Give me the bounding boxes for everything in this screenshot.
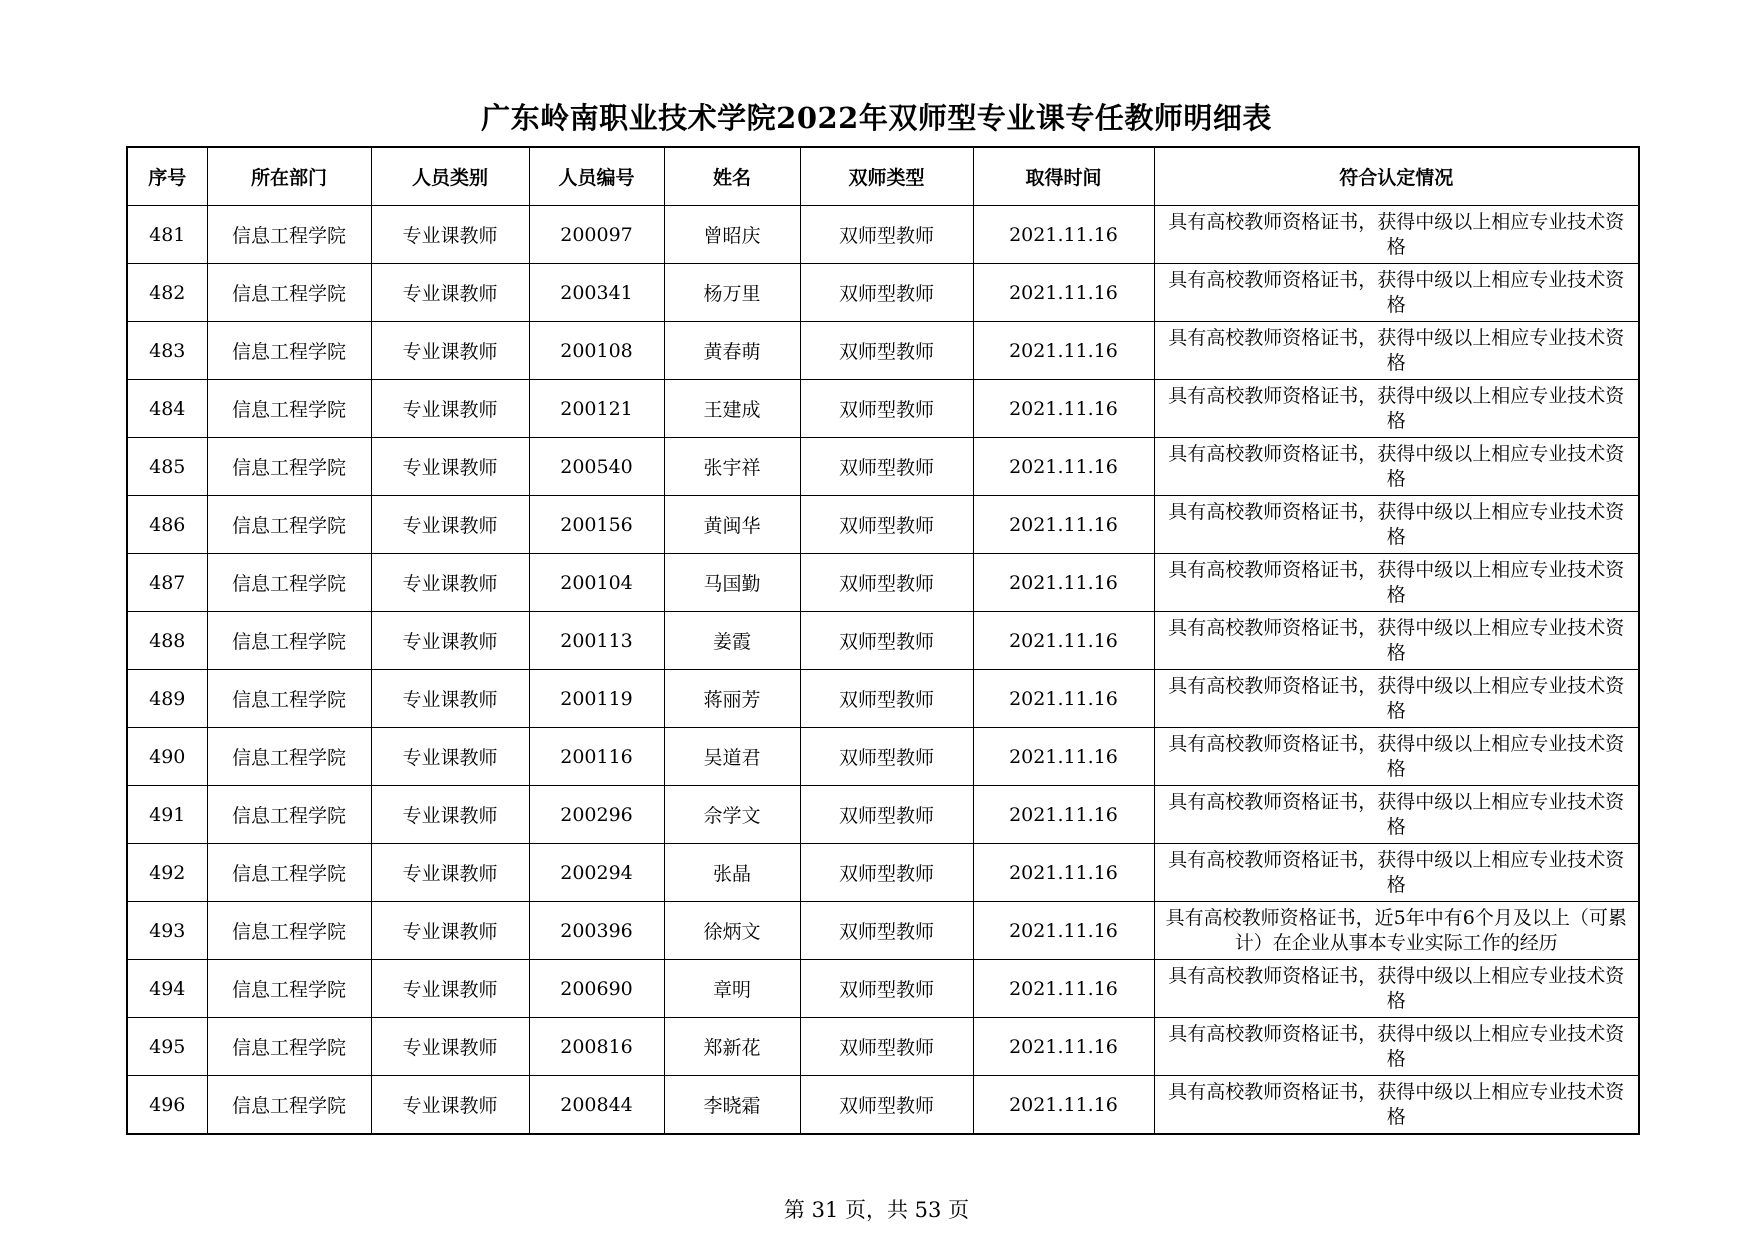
cell-category: 专业课教师 <box>371 1076 529 1135</box>
cell-category: 专业课教师 <box>371 960 529 1018</box>
cell-basis: 具有高校教师资格证书，获得中级以上相应专业技术资格 <box>1154 960 1639 1018</box>
cell-dept: 信息工程学院 <box>207 206 371 264</box>
cell-id: 200294 <box>529 844 664 902</box>
page-title: 广东岭南职业技术学院2022年双师型专业课专任教师明细表 <box>481 101 1272 135</box>
col-header-category: 人员类别 <box>371 147 529 206</box>
table-row <box>127 438 1639 496</box>
cell-no: 484 <box>127 380 207 438</box>
cell-category: 专业课教师 <box>371 380 529 438</box>
cell-name: 章明 <box>664 960 800 1018</box>
cell-date: 2021.11.16 <box>973 496 1154 554</box>
table-body <box>127 206 1639 1135</box>
cell-type: 双师型教师 <box>800 438 973 496</box>
cell-type: 双师型教师 <box>800 380 973 438</box>
cell-id: 200396 <box>529 902 664 960</box>
cell-name: 张宇祥 <box>664 438 800 496</box>
cell-no: 495 <box>127 1018 207 1076</box>
cell-name: 张晶 <box>664 844 800 902</box>
cell-name: 吴道君 <box>664 728 800 786</box>
cell-id: 200097 <box>529 206 664 264</box>
table-header <box>127 147 1639 206</box>
cell-date: 2021.11.16 <box>973 438 1154 496</box>
cell-category: 专业课教师 <box>371 728 529 786</box>
cell-date: 2021.11.16 <box>973 728 1154 786</box>
table-row <box>127 1076 1639 1135</box>
cell-id: 200121 <box>529 380 664 438</box>
cell-date: 2021.11.16 <box>973 612 1154 670</box>
table-row <box>127 844 1639 902</box>
cell-dept: 信息工程学院 <box>207 1076 371 1135</box>
cell-id: 200104 <box>529 554 664 612</box>
cell-dept: 信息工程学院 <box>207 728 371 786</box>
col-header-id: 人员编号 <box>529 147 664 206</box>
cell-basis: 具有高校教师资格证书，近5年中有6个月及以上（可累计）在企业从事本专业实际工作的经历 <box>1154 902 1639 960</box>
cell-id: 200540 <box>529 438 664 496</box>
cell-category: 专业课教师 <box>371 902 529 960</box>
cell-date: 2021.11.16 <box>973 1018 1154 1076</box>
table-row <box>127 496 1639 554</box>
table-row <box>127 670 1639 728</box>
cell-name: 郑新花 <box>664 1018 800 1076</box>
cell-date: 2021.11.16 <box>973 786 1154 844</box>
cell-name: 李晓霜 <box>664 1076 800 1135</box>
cell-basis: 具有高校教师资格证书，获得中级以上相应专业技术资格 <box>1154 728 1639 786</box>
cell-date: 2021.11.16 <box>973 670 1154 728</box>
cell-category: 专业课教师 <box>371 786 529 844</box>
cell-type: 双师型教师 <box>800 786 973 844</box>
cell-basis: 具有高校教师资格证书，获得中级以上相应专业技术资格 <box>1154 1076 1639 1135</box>
cell-id: 200116 <box>529 728 664 786</box>
col-header-basis: 符合认定情况 <box>1154 147 1639 206</box>
cell-category: 专业课教师 <box>371 264 529 322</box>
cell-no: 482 <box>127 264 207 322</box>
cell-category: 专业课教师 <box>371 206 529 264</box>
col-header-no: 序号 <box>127 147 207 206</box>
cell-basis: 具有高校教师资格证书，获得中级以上相应专业技术资格 <box>1154 380 1639 438</box>
table-row <box>127 728 1639 786</box>
cell-id: 200113 <box>529 612 664 670</box>
cell-type: 双师型教师 <box>800 206 973 264</box>
col-header-name: 姓名 <box>664 147 800 206</box>
cell-basis: 具有高校教师资格证书，获得中级以上相应专业技术资格 <box>1154 1018 1639 1076</box>
cell-dept: 信息工程学院 <box>207 902 371 960</box>
cell-name: 佘学文 <box>664 786 800 844</box>
cell-date: 2021.11.16 <box>973 902 1154 960</box>
cell-basis: 具有高校教师资格证书，获得中级以上相应专业技术资格 <box>1154 206 1639 264</box>
cell-basis: 具有高校教师资格证书，获得中级以上相应专业技术资格 <box>1154 612 1639 670</box>
cell-basis: 具有高校教师资格证书，获得中级以上相应专业技术资格 <box>1154 438 1639 496</box>
cell-no: 483 <box>127 322 207 380</box>
cell-dept: 信息工程学院 <box>207 1018 371 1076</box>
cell-category: 专业课教师 <box>371 438 529 496</box>
table-row <box>127 264 1639 322</box>
cell-id: 200119 <box>529 670 664 728</box>
teacher-table <box>126 146 1640 1135</box>
cell-category: 专业课教师 <box>371 612 529 670</box>
cell-dept: 信息工程学院 <box>207 264 371 322</box>
table-row <box>127 786 1639 844</box>
cell-no: 488 <box>127 612 207 670</box>
cell-basis: 具有高校教师资格证书，获得中级以上相应专业技术资格 <box>1154 844 1639 902</box>
cell-type: 双师型教师 <box>800 612 973 670</box>
cell-name: 蒋丽芳 <box>664 670 800 728</box>
cell-no: 486 <box>127 496 207 554</box>
cell-type: 双师型教师 <box>800 902 973 960</box>
cell-id: 200296 <box>529 786 664 844</box>
cell-category: 专业课教师 <box>371 554 529 612</box>
cell-dept: 信息工程学院 <box>207 438 371 496</box>
col-header-dept: 所在部门 <box>207 147 371 206</box>
cell-name: 黄春萌 <box>664 322 800 380</box>
cell-dept: 信息工程学院 <box>207 844 371 902</box>
cell-date: 2021.11.16 <box>973 960 1154 1018</box>
table-row <box>127 902 1639 960</box>
cell-type: 双师型教师 <box>800 844 973 902</box>
table-row <box>127 206 1639 264</box>
cell-no: 487 <box>127 554 207 612</box>
table-row <box>127 612 1639 670</box>
cell-basis: 具有高校教师资格证书，获得中级以上相应专业技术资格 <box>1154 496 1639 554</box>
cell-category: 专业课教师 <box>371 844 529 902</box>
cell-type: 双师型教师 <box>800 554 973 612</box>
col-header-type: 双师类型 <box>800 147 973 206</box>
cell-basis: 具有高校教师资格证书，获得中级以上相应专业技术资格 <box>1154 264 1639 322</box>
cell-date: 2021.11.16 <box>973 554 1154 612</box>
table-row <box>127 960 1639 1018</box>
cell-name: 黄闽华 <box>664 496 800 554</box>
cell-dept: 信息工程学院 <box>207 554 371 612</box>
cell-type: 双师型教师 <box>800 1076 973 1135</box>
cell-name: 马国勤 <box>664 554 800 612</box>
page-number: 第 31 页，共 53 页 <box>783 1198 970 1222</box>
cell-no: 489 <box>127 670 207 728</box>
table-row <box>127 554 1639 612</box>
cell-id: 200690 <box>529 960 664 1018</box>
cell-type: 双师型教师 <box>800 960 973 1018</box>
cell-date: 2021.11.16 <box>973 844 1154 902</box>
cell-no: 496 <box>127 1076 207 1135</box>
col-header-date: 取得时间 <box>973 147 1154 206</box>
cell-type: 双师型教师 <box>800 322 973 380</box>
cell-id: 200156 <box>529 496 664 554</box>
cell-name: 徐炳文 <box>664 902 800 960</box>
cell-dept: 信息工程学院 <box>207 670 371 728</box>
cell-basis: 具有高校教师资格证书，获得中级以上相应专业技术资格 <box>1154 554 1639 612</box>
cell-no: 494 <box>127 960 207 1018</box>
cell-no: 491 <box>127 786 207 844</box>
cell-dept: 信息工程学院 <box>207 380 371 438</box>
cell-no: 481 <box>127 206 207 264</box>
cell-dept: 信息工程学院 <box>207 612 371 670</box>
cell-name: 王建成 <box>664 380 800 438</box>
cell-type: 双师型教师 <box>800 728 973 786</box>
cell-dept: 信息工程学院 <box>207 322 371 380</box>
cell-id: 200844 <box>529 1076 664 1135</box>
cell-name: 姜霞 <box>664 612 800 670</box>
cell-basis: 具有高校教师资格证书，获得中级以上相应专业技术资格 <box>1154 786 1639 844</box>
cell-basis: 具有高校教师资格证书，获得中级以上相应专业技术资格 <box>1154 670 1639 728</box>
cell-dept: 信息工程学院 <box>207 786 371 844</box>
cell-no: 492 <box>127 844 207 902</box>
cell-category: 专业课教师 <box>371 670 529 728</box>
cell-date: 2021.11.16 <box>973 1076 1154 1135</box>
cell-no: 485 <box>127 438 207 496</box>
cell-type: 双师型教师 <box>800 496 973 554</box>
cell-date: 2021.11.16 <box>973 264 1154 322</box>
cell-dept: 信息工程学院 <box>207 960 371 1018</box>
cell-date: 2021.11.16 <box>973 380 1154 438</box>
cell-dept: 信息工程学院 <box>207 496 371 554</box>
cell-id: 200341 <box>529 264 664 322</box>
cell-no: 493 <box>127 902 207 960</box>
table-row <box>127 380 1639 438</box>
cell-basis: 具有高校教师资格证书，获得中级以上相应专业技术资格 <box>1154 322 1639 380</box>
header-row <box>127 147 1639 206</box>
cell-id: 200816 <box>529 1018 664 1076</box>
cell-category: 专业课教师 <box>371 322 529 380</box>
cell-type: 双师型教师 <box>800 264 973 322</box>
cell-date: 2021.11.16 <box>973 206 1154 264</box>
cell-no: 490 <box>127 728 207 786</box>
cell-category: 专业课教师 <box>371 496 529 554</box>
cell-date: 2021.11.16 <box>973 322 1154 380</box>
cell-id: 200108 <box>529 322 664 380</box>
cell-name: 曾昭庆 <box>664 206 800 264</box>
cell-category: 专业课教师 <box>371 1018 529 1076</box>
table-row <box>127 322 1639 380</box>
table-row <box>127 1018 1639 1076</box>
cell-name: 杨万里 <box>664 264 800 322</box>
cell-type: 双师型教师 <box>800 1018 973 1076</box>
cell-type: 双师型教师 <box>800 670 973 728</box>
